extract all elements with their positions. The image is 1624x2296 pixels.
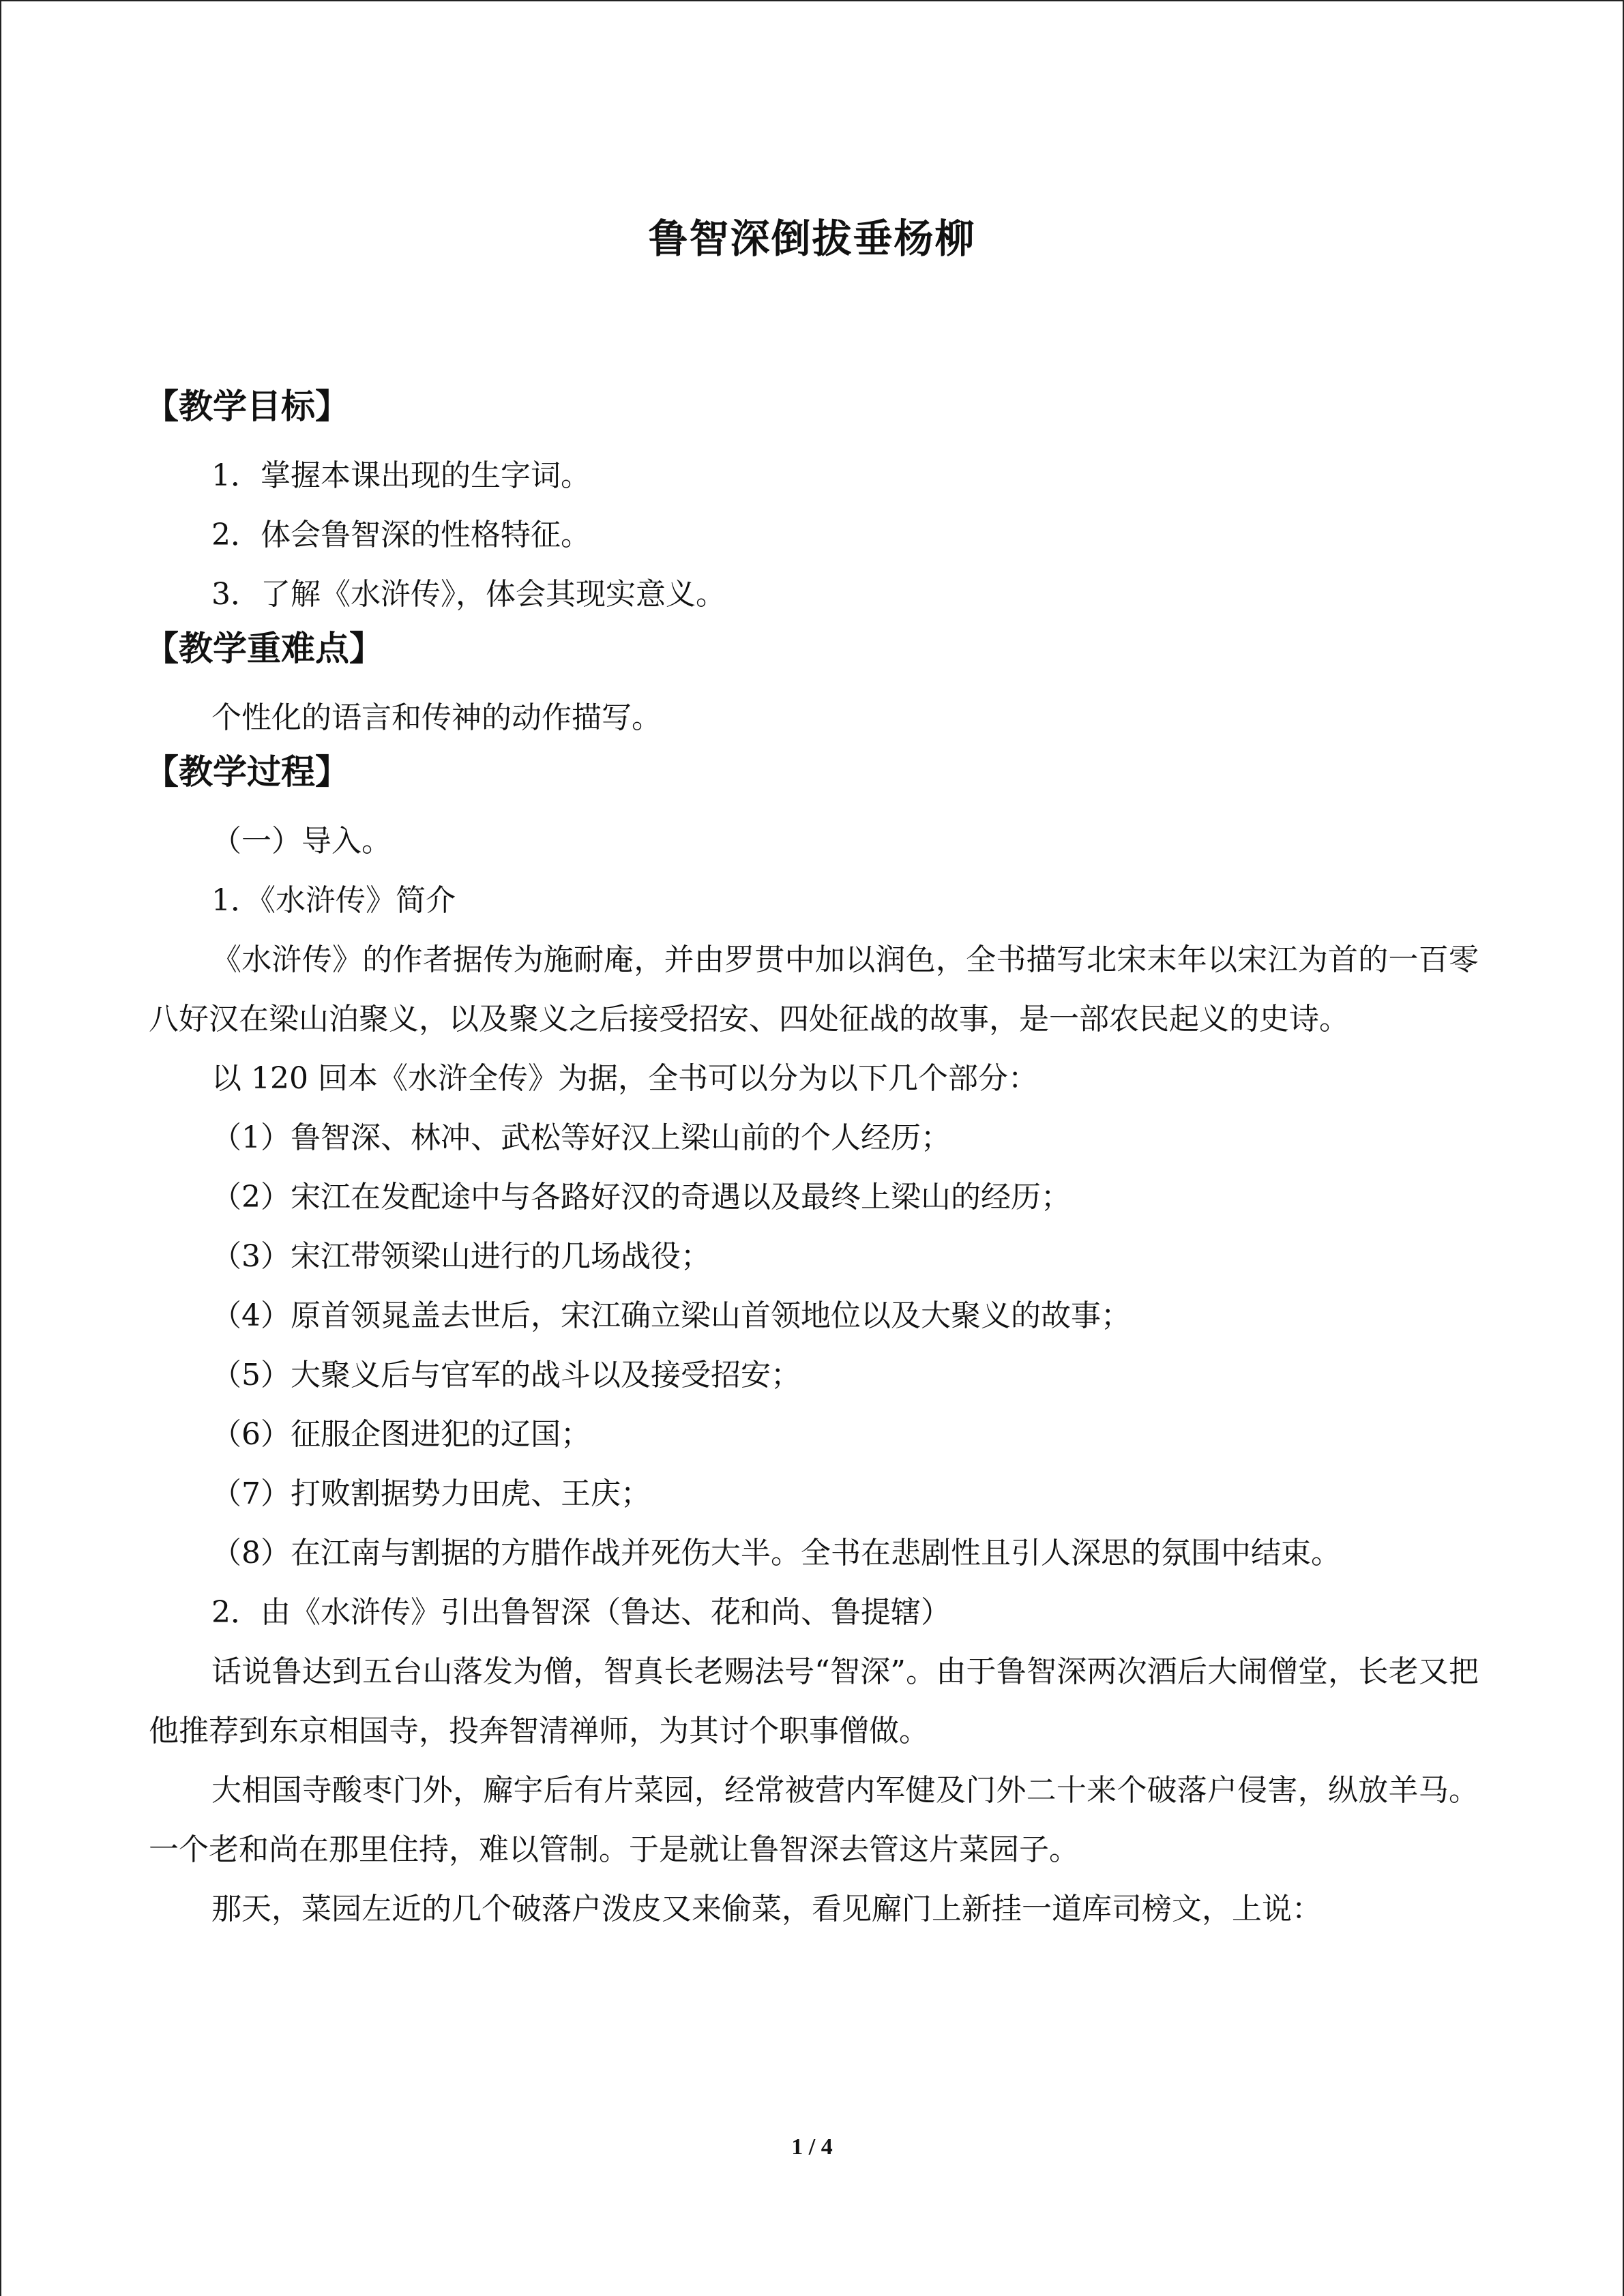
process-paragraph: （3）宋江带领梁山进行的几场战役； bbox=[211, 1239, 711, 1274]
process-paragraph: （6）征服企图进犯的辽国； bbox=[211, 1417, 591, 1452]
process-paragraph: 那天，菜园左近的几个破落户泼皮又来偷菜，看见廨门上新挂一道库司榜文，上说： bbox=[211, 1892, 1322, 1926]
objective-item: 3．了解《水浒传》，体会其现实意义。 bbox=[211, 577, 726, 612]
section-heading-process: 【教学过程】 bbox=[145, 752, 349, 792]
objective-item: 2．体会鲁智深的性格特征。 bbox=[211, 518, 591, 552]
process-paragraph: 2．由《水浒传》引出鲁智深（鲁达、花和尚、鲁提辖） bbox=[211, 1595, 951, 1630]
key-points-text: 个性化的语言和传神的动作描写。 bbox=[211, 700, 662, 735]
process-paragraph: （8）在江南与割据的方腊作战并死伤大半。全书在悲剧性且引人深思的氛围中结束。 bbox=[211, 1536, 1341, 1570]
process-paragraph: 大相国寺酸枣门外，廨宇后有片菜园，经常被营内军健及门外二十来个破落户侵害，纵放羊马。一个老和尚在那里住持，难以管制。于是就让鲁智深去管这片菜园子。 bbox=[149, 1773, 1479, 1867]
objective-item: 1．掌握本课出现的生字词。 bbox=[211, 458, 591, 493]
process-paragraph: 《水浒传》的作者据传为施耐庵，并由罗贯中加以润色，全书描写北宋末年以宋江为首的一百零八好汉在梁山泊聚义，以及聚义之后接受招安、四处征战的故事，是一部农民起义的史诗。 bbox=[149, 942, 1479, 1037]
process-paragraph: 1．《水浒传》简介 bbox=[211, 883, 456, 918]
section-heading-key-points: 【教学重难点】 bbox=[145, 629, 383, 668]
process-paragraph: 话说鲁达到五台山落发为僧，智真长老赐法号“智深”。由于鲁智深两次酒后大闹僧堂，长老又把他推荐到东京相国寺，投奔智清禅师，为其讨个职事僧做。 bbox=[149, 1654, 1479, 1748]
process-paragraph: （7）打败割据势力田虎、王庆； bbox=[211, 1476, 651, 1511]
page-number: 1 / 4 bbox=[791, 2134, 833, 2160]
process-paragraph: （1）鲁智深、林冲、武松等好汉上梁山前的个人经历； bbox=[211, 1120, 951, 1155]
process-paragraph: 以 120 回本《水浒全传》为据，全书可以分为以下几个部分： bbox=[211, 1061, 1038, 1096]
document-body bbox=[145, 382, 1479, 1939]
process-paragraph: （一）导入。 bbox=[211, 824, 392, 859]
process-paragraph: （5）大聚义后与官军的战斗以及接受招安； bbox=[211, 1358, 801, 1392]
document-title: 鲁智深倒拔垂杨柳 bbox=[648, 215, 976, 262]
section-heading-objectives: 【教学目标】 bbox=[145, 387, 349, 426]
process-paragraph: （2）宋江在发配途中与各路好汉的奇遇以及最终上梁山的经历； bbox=[211, 1180, 1071, 1214]
process-paragraph: （4）原首领晁盖去世后，宋江确立梁山首领地位以及大聚义的故事； bbox=[211, 1298, 1131, 1333]
